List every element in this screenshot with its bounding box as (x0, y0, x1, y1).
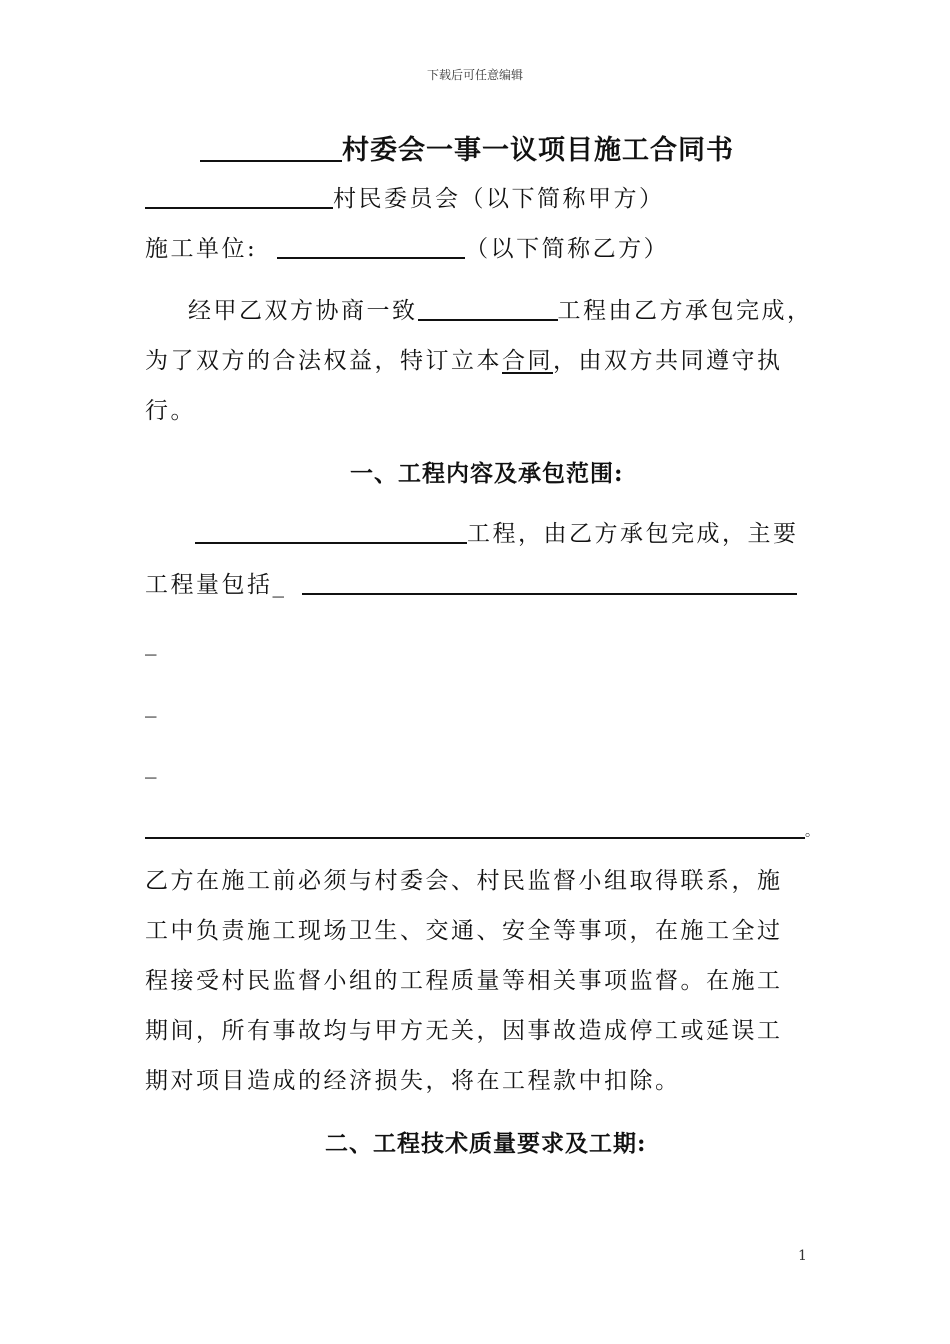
paragraph-line-3: 程接受村民监督小组的工程质量等相关事项监督。在施工 (145, 968, 783, 994)
intro-text-a: 经甲乙双方协商一致 (188, 298, 418, 324)
party-b-line (145, 230, 669, 263)
party-a-line (145, 180, 665, 213)
paragraph-line-4: 期间，所有事故均与甲方无关，因事故造成停工或延误工 (145, 1018, 783, 1044)
party-a-text: 村民委员会（以下简称甲方） (333, 186, 665, 212)
intro-line-1 (188, 292, 813, 325)
section-1-heading: 一、工程内容及承包范围: (350, 460, 624, 487)
scope-line-1 (195, 515, 799, 548)
intro-blank (418, 297, 558, 321)
party-b-label: 施工单位: (145, 236, 258, 262)
intro-line-3: 行。 (145, 398, 196, 424)
blank-line-3: _ (145, 753, 159, 779)
scope-text-b: 工程量包括_ (145, 572, 287, 598)
intro-text-d: ，由双方共同遵守执 (553, 348, 783, 374)
title-text: 村委会一事一议项目施工合同书 (342, 135, 734, 166)
party-a-blank (145, 185, 333, 209)
intro-line-2 (145, 342, 783, 375)
project-name-blank (195, 520, 467, 544)
party-b-text: （以下简称乙方） (465, 236, 670, 262)
blank-line-4 (145, 815, 819, 842)
blank-line-2: _ (145, 692, 159, 718)
scope-blank-2 (145, 815, 805, 839)
title-blank (200, 138, 342, 162)
scope-line-2 (145, 566, 797, 599)
intro-text-b: 工程由乙方承包完成， (557, 298, 813, 324)
paragraph-line-5: 期对项目造成的经济损失，将在工程款中扣除。 (145, 1068, 681, 1094)
paragraph-line-1: 乙方在施工前必须与村委会、村民监督小组取得联系，施 (145, 868, 783, 894)
paragraph-line-2: 工中负责施工现场卫生、交通、安全等事项，在施工全过 (145, 918, 783, 944)
scope-blank-1 (302, 571, 797, 595)
contract-link[interactable]: 合同 (502, 348, 553, 374)
blank-line-1: _ (145, 630, 159, 656)
section-2-heading: 二、工程技术质量要求及工期: (325, 1130, 647, 1157)
page-number: 1 (798, 1248, 807, 1264)
intro-text-c: 为了双方的合法权益，特订立本 (145, 348, 502, 374)
header-note: 下载后可任意编辑 (426, 68, 523, 82)
document-title (200, 128, 734, 167)
scope-text-a: 工程，由乙方承包完成，主要 (467, 521, 799, 547)
scope-end-mark: 。 (805, 824, 819, 840)
party-b-blank (277, 235, 465, 259)
